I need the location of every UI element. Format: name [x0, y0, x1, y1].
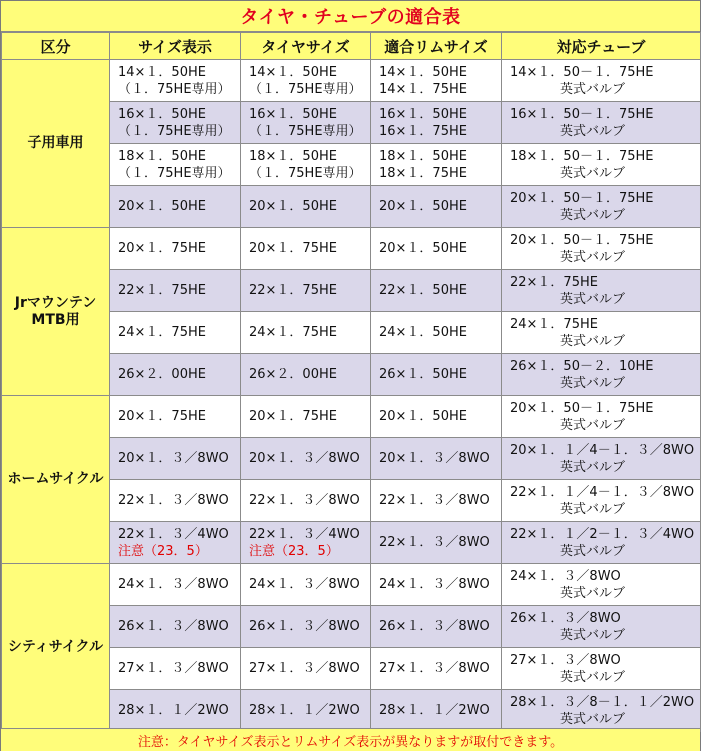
- tire-size-cell: [241, 102, 371, 144]
- tube-cell-line2: 英式バルブ: [560, 711, 626, 727]
- tire-size-cell: [241, 396, 371, 438]
- size-cell: [110, 354, 241, 396]
- tube-cell: [502, 144, 701, 186]
- rim-size-cell: [371, 690, 502, 732]
- tube-cell: [502, 438, 701, 480]
- tube-cell: [502, 60, 701, 102]
- tire-size-cell: [241, 228, 371, 270]
- tube-cell-line2: 英式バルブ: [560, 543, 626, 559]
- tube-cell-line1: 22×１．１／2－１．３／4WO: [510, 526, 695, 542]
- tube-cell-line1: 22×１．１／4－１．３／8WO: [510, 484, 695, 500]
- rim-size-cell-line1: 26×１．３／8WO: [379, 619, 490, 634]
- tube-cell: [502, 480, 701, 522]
- rim-size-cell-line2: 18×１．75HE: [379, 165, 467, 181]
- tube-cell: [502, 270, 701, 312]
- tube-cell-line2: 英式バルブ: [560, 333, 626, 349]
- tire-size-cell-line1: 20×１．50HE: [249, 199, 337, 214]
- rim-size-cell-line1: 27×１．３／8WO: [379, 661, 490, 676]
- size-cell-line1: 28×１．１／2WO: [118, 703, 229, 718]
- rim-size-cell-line1: 20×１．50HE: [379, 199, 467, 214]
- tire-size-cell-line1: 22×１．３／8WO: [249, 493, 360, 508]
- table-row: [2, 564, 701, 606]
- rim-size-cell: [371, 228, 502, 270]
- rim-size-cell-line1: 20×１．50HE: [379, 241, 467, 256]
- size-cell: [110, 438, 241, 480]
- tire-size-cell: [241, 564, 371, 606]
- header-category: 区分: [2, 33, 110, 60]
- size-cell-line1: 24×１．３／8WO: [118, 577, 229, 592]
- rim-size-cell-line1: 22×１．３／8WO: [379, 535, 490, 550]
- tire-size-cell: [241, 480, 371, 522]
- tire-size-cell: [241, 438, 371, 480]
- tube-cell-line1: 16×１．50－１．75HE: [510, 106, 654, 122]
- size-cell-line1: 22×１．３／4WO: [118, 526, 229, 542]
- tube-cell-line2: 英式バルブ: [560, 459, 626, 475]
- tube-cell-line1: 14×１．50－１．75HE: [510, 64, 654, 80]
- rim-size-cell-line1: 20×１．３／8WO: [379, 451, 490, 466]
- tube-cell: [502, 522, 701, 564]
- size-cell-line1: 14×１．50HE: [118, 64, 206, 80]
- tube-cell: [502, 228, 701, 270]
- rim-size-cell: [371, 438, 502, 480]
- tube-cell: [502, 648, 701, 690]
- tire-size-cell-line1: 24×１．３／8WO: [249, 577, 360, 592]
- tire-size-cell: [241, 312, 371, 354]
- tube-cell-line2: 英式バルブ: [560, 501, 626, 517]
- tube-cell-line2: 英式バルブ: [560, 165, 626, 181]
- tire-size-cell: [241, 270, 371, 312]
- tire-size-cell-line1: 27×１．３／8WO: [249, 661, 360, 676]
- tube-cell-line2: 英式バルブ: [560, 123, 626, 139]
- tire-size-cell-line2: 注意（23．5）: [249, 543, 339, 559]
- rim-size-cell: [371, 270, 502, 312]
- size-cell-line1: 22×１．３／8WO: [118, 493, 229, 508]
- rim-size-cell-line1: 22×１．50HE: [379, 283, 467, 298]
- tube-cell-line1: 18×１．50－１．75HE: [510, 148, 654, 164]
- page-title: タイヤ・チューブの適合表: [1, 1, 700, 32]
- size-cell-line2: 注意（23．5）: [118, 543, 208, 559]
- tire-size-cell-line1: 28×１．１／2WO: [249, 703, 360, 718]
- rim-size-cell: [371, 396, 502, 438]
- table-row: [2, 396, 701, 438]
- size-cell: [110, 480, 241, 522]
- tire-size-cell: [241, 144, 371, 186]
- size-cell-line1: 22×１．75HE: [118, 283, 206, 298]
- rim-size-cell: [371, 102, 502, 144]
- header-tube: 対応チューブ: [502, 33, 701, 60]
- rim-size-cell-line1: 28×１．１／2WO: [379, 703, 490, 718]
- tube-cell: [502, 102, 701, 144]
- size-cell: [110, 396, 241, 438]
- size-cell-line1: 26×１．３／8WO: [118, 619, 229, 634]
- rim-size-cell-line1: 18×１．50HE: [379, 148, 467, 164]
- tire-size-cell-line1: 20×１．75HE: [249, 241, 337, 256]
- size-cell: [110, 522, 241, 564]
- rim-size-cell: [371, 648, 502, 690]
- size-cell-line1: 20×１．３／8WO: [118, 451, 229, 466]
- tube-cell-line2: 英式バルブ: [560, 81, 626, 97]
- tube-cell-line2: 英式バルブ: [560, 375, 626, 391]
- tire-size-cell-line1: 24×１．75HE: [249, 325, 337, 340]
- tire-size-cell: [241, 60, 371, 102]
- tire-size-cell-line2: （１．75HE専用）: [249, 81, 362, 97]
- header-tire-size: タイヤサイズ: [241, 33, 371, 60]
- table-row: [2, 228, 701, 270]
- tube-cell-line2: 英式バルブ: [560, 207, 626, 223]
- tire-size-cell: [241, 606, 371, 648]
- size-cell: [110, 270, 241, 312]
- tube-cell-line1: 24×１．75HE: [510, 316, 598, 332]
- tube-cell-line1: 24×１．３／8WO: [510, 568, 621, 584]
- footer-note: 注意：タイヤサイズ表示とリムサイズ表示が異なりますが取付できます。: [1, 728, 700, 751]
- tire-size-cell: [241, 186, 371, 228]
- table-row: [2, 60, 701, 102]
- size-cell: [110, 606, 241, 648]
- tire-size-cell-line1: 16×１．50HE: [249, 106, 337, 122]
- size-cell-line1: 20×１．75HE: [118, 241, 206, 256]
- tube-cell-line2: 英式バルブ: [560, 585, 626, 601]
- tube-cell: [502, 186, 701, 228]
- size-cell: [110, 186, 241, 228]
- tube-cell-line1: 26×１．３／8WO: [510, 610, 621, 626]
- size-cell: [110, 60, 241, 102]
- size-cell-line2: （１．75HE専用）: [118, 123, 231, 139]
- tube-cell-line1: 28×１．３／8－１．１／2WO: [510, 694, 695, 710]
- size-cell: [110, 690, 241, 732]
- size-cell-line1: 27×１．３／8WO: [118, 661, 229, 676]
- size-cell: [110, 228, 241, 270]
- rim-size-cell-line1: 24×１．50HE: [379, 325, 467, 340]
- tube-cell-line1: 20×１．50－１．75HE: [510, 190, 654, 206]
- rim-size-cell-line2: 14×１．75HE: [379, 81, 467, 97]
- tire-size-cell: [241, 690, 371, 732]
- tube-cell: [502, 396, 701, 438]
- size-cell: [110, 564, 241, 606]
- size-cell: [110, 102, 241, 144]
- size-cell-line1: 18×１．50HE: [118, 148, 206, 164]
- rim-size-cell: [371, 606, 502, 648]
- size-cell-line1: 24×１．75HE: [118, 325, 206, 340]
- tire-size-cell-line1: 20×１．75HE: [249, 409, 337, 424]
- rim-size-cell: [371, 564, 502, 606]
- tube-cell: [502, 606, 701, 648]
- tube-cell: [502, 312, 701, 354]
- rim-size-cell: [371, 480, 502, 522]
- tire-size-cell: [241, 648, 371, 690]
- fitment-table: [1, 32, 701, 732]
- tube-cell-line2: 英式バルブ: [560, 291, 626, 307]
- rim-size-cell-line1: 26×１．50HE: [379, 367, 467, 382]
- tube-cell-line1: 22×１．75HE: [510, 274, 598, 290]
- rim-size-cell: [371, 60, 502, 102]
- size-cell-line1: 20×１．50HE: [118, 199, 206, 214]
- size-cell-line2: （１．75HE専用）: [118, 165, 231, 181]
- tube-cell-line2: 英式バルブ: [560, 249, 626, 265]
- tire-size-cell-line1: 20×１．３／8WO: [249, 451, 360, 466]
- category-cell: ホームサイクル: [2, 396, 110, 564]
- rim-size-cell-line1: 24×１．３／8WO: [379, 577, 490, 592]
- tube-cell-line1: 20×１．50－１．75HE: [510, 232, 654, 248]
- rim-size-cell: [371, 186, 502, 228]
- tube-cell: [502, 354, 701, 396]
- tire-size-cell-line2: （１．75HE専用）: [249, 165, 362, 181]
- tire-size-cell-line1: 22×１．75HE: [249, 283, 337, 298]
- tire-size-cell: [241, 522, 371, 564]
- tube-cell-line2: 英式バルブ: [560, 627, 626, 643]
- tire-size-cell-line1: 26×１．３／8WO: [249, 619, 360, 634]
- category-cell: 子用車用: [2, 60, 110, 228]
- header-row: [2, 33, 701, 60]
- tire-size-cell-line1: 18×１．50HE: [249, 148, 337, 164]
- size-cell: [110, 648, 241, 690]
- size-cell: [110, 144, 241, 186]
- rim-size-cell-line1: 16×１．50HE: [379, 106, 467, 122]
- header-size-label: サイズ表示: [110, 33, 241, 60]
- rim-size-cell-line1: 20×１．50HE: [379, 409, 467, 424]
- category-cell: Jrマウンテン MTB用: [2, 228, 110, 396]
- tire-size-cell-line1: 26×２．00HE: [249, 367, 337, 382]
- size-cell-line1: 16×１．50HE: [118, 106, 206, 122]
- tube-cell-line1: 27×１．３／8WO: [510, 652, 621, 668]
- tube-cell: [502, 690, 701, 732]
- rim-size-cell-line2: 16×１．75HE: [379, 123, 467, 139]
- rim-size-cell: [371, 312, 502, 354]
- size-cell-line1: 20×１．75HE: [118, 409, 206, 424]
- tire-size-cell-line1: 14×１．50HE: [249, 64, 337, 80]
- tube-cell: [502, 564, 701, 606]
- size-cell-line2: （１．75HE専用）: [118, 81, 231, 97]
- rim-size-cell: [371, 144, 502, 186]
- size-cell: [110, 312, 241, 354]
- tire-size-cell-line1: 22×１．３／4WO: [249, 526, 360, 542]
- header-rim-size: 適合リムサイズ: [371, 33, 502, 60]
- rim-size-cell-line1: 22×１．３／8WO: [379, 493, 490, 508]
- rim-size-cell: [371, 522, 502, 564]
- size-cell-line1: 26×２．00HE: [118, 367, 206, 382]
- tube-cell-line2: 英式バルブ: [560, 669, 626, 685]
- rim-size-cell: [371, 354, 502, 396]
- tire-size-cell-line2: （１．75HE専用）: [249, 123, 362, 139]
- tube-cell-line2: 英式バルブ: [560, 417, 626, 433]
- tube-cell-line1: 20×１．１／4－１．３／8WO: [510, 442, 695, 458]
- category-cell: シティサイクル: [2, 564, 110, 732]
- tube-cell-line1: 20×１．50－１．75HE: [510, 400, 654, 416]
- tire-size-cell: [241, 354, 371, 396]
- tube-cell-line1: 26×１．50－２．10HE: [510, 358, 654, 374]
- rim-size-cell-line1: 14×１．50HE: [379, 64, 467, 80]
